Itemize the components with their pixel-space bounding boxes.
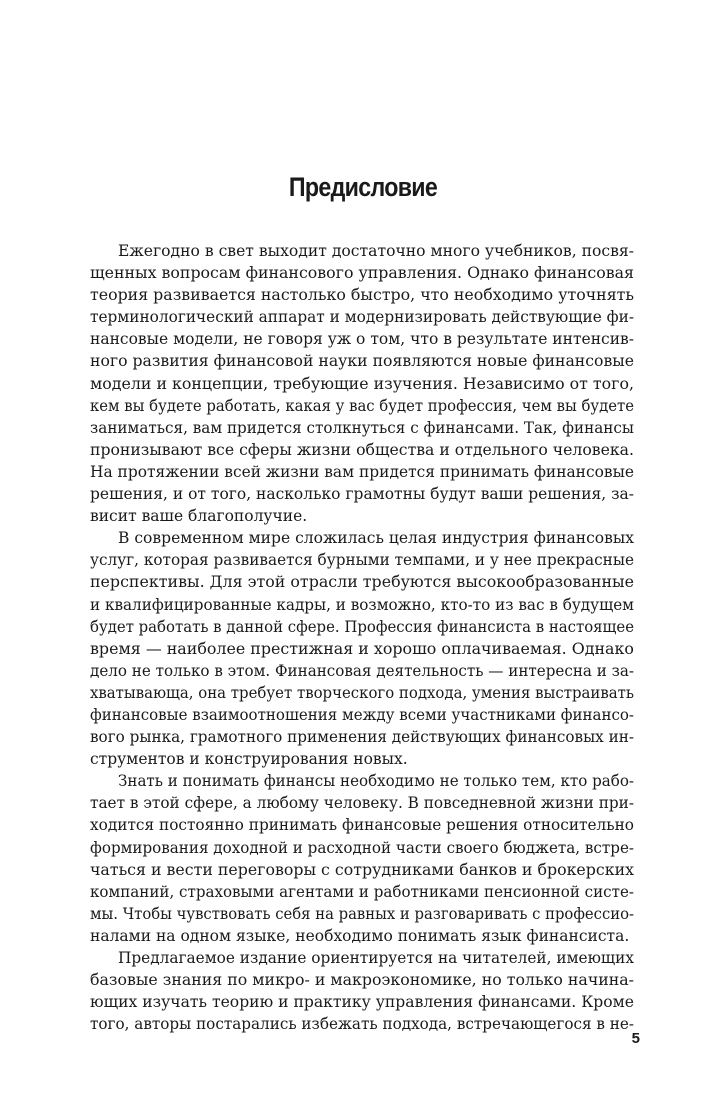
text-line: ющих изучать теорию и практику управления финансами. Кроме xyxy=(90,993,635,1012)
text-line: ного развития финансовой науки появляются новые финансовые xyxy=(90,352,635,371)
text-line: формирования доходной и расходной части своего бюджета, встре- xyxy=(90,838,635,857)
text-line: будет работать в данной сфере. Профессия финансиста в настоящее xyxy=(90,617,635,636)
text-line: мы. Чтобы чувствовать себя на равных и разговаривать с профессио- xyxy=(90,904,635,923)
text-line: дело не только в этом. Финансовая деятельность — интересна и за- xyxy=(90,661,635,680)
text-line: перспективы. Для этой отрасли требуются высокообразованные xyxy=(90,573,635,592)
text-line: пронизывают все сферы жизни общества и отдельного человека. xyxy=(90,440,634,459)
text-line: теория развивается настолько быстро, что необходимо уточнять xyxy=(90,286,634,305)
text-line: и квалифицированные кадры, и возможно, кто-то из вас в будущем xyxy=(90,595,635,614)
text-line: Знать и понимать финансы необходимо не только тем, кто рабо- xyxy=(118,772,635,791)
paragraph-3 xyxy=(90,770,634,947)
text-line: хватывающа, она требует творческого подхода, умения выстраивать xyxy=(90,683,634,702)
text-line: На протяжении всей жизни вам придется принимать финансовые xyxy=(90,462,634,481)
page-number: 5 xyxy=(631,1030,640,1047)
text-line: Предлагаемое издание ориентируется на читателей, имеющих xyxy=(118,949,634,967)
text-line: компаний, страховыми агентами и работниками пенсионной систе- xyxy=(90,882,634,901)
text-line: чаться и вести переговоры с сотрудниками банков и брокерских xyxy=(90,860,635,879)
paragraph-1 xyxy=(90,240,634,527)
text-line: Ежегодно в свет выходит достаточно много учебников, посвя- xyxy=(118,242,634,260)
page-title: Предисловие xyxy=(288,172,438,202)
text-line: модели и концепции, требующие изучения. Независимо от того, xyxy=(90,374,634,393)
text-line: тает в этой сфере, а любому человеку. В повседневной жизни при- xyxy=(90,794,635,813)
paragraph-2 xyxy=(90,527,634,770)
paragraph-4 xyxy=(90,947,634,1035)
text-line: заниматься, вам придется столкнуться с финансами. Так, финансы xyxy=(90,418,634,437)
text-line: щенных вопросам финансового управления. Однако финансовая xyxy=(90,264,635,283)
text-line: струментов и конструирования новых. xyxy=(90,750,408,769)
body-text xyxy=(90,240,634,1035)
text-line: финансовые взаимоотношения между всеми участниками финансо- xyxy=(90,705,634,724)
text-line: время — наиболее престижная и хорошо оплачиваемая. Однако xyxy=(90,639,634,658)
text-line: услуг, которая развивается бурными темпами, и у нее прекрасные xyxy=(90,551,634,570)
text-line: ходится постоянно принимать финансовые решения относительно xyxy=(90,816,634,835)
text-line: вого рынка, грамотного применения действующих финансовых ин- xyxy=(90,728,634,747)
text-line: терминологический аппарат и модернизировать действующие фи- xyxy=(90,308,635,327)
text-line: кем вы будете работать, какая у вас будет профессия, чем вы будете xyxy=(90,396,635,415)
text-line: решения, и от того, насколько грамотны будут ваши решения, за- xyxy=(90,485,635,504)
text-line: висит ваше благополучие. xyxy=(90,507,308,526)
text-line: того, авторы постарались избежать подхода, встречающегося в не- xyxy=(90,1015,635,1034)
text-line: нансовые модели, не говоря уж о том, что в результате интенсив- xyxy=(90,330,635,349)
text-line: налами на одном языке, необходимо понимать язык финансиста. xyxy=(90,926,630,945)
text-line: В современном мире сложилась целая индустрия финансовых xyxy=(118,529,634,548)
text-line: базовые знания по микро- и макроэкономике, но только начина- xyxy=(90,971,635,990)
